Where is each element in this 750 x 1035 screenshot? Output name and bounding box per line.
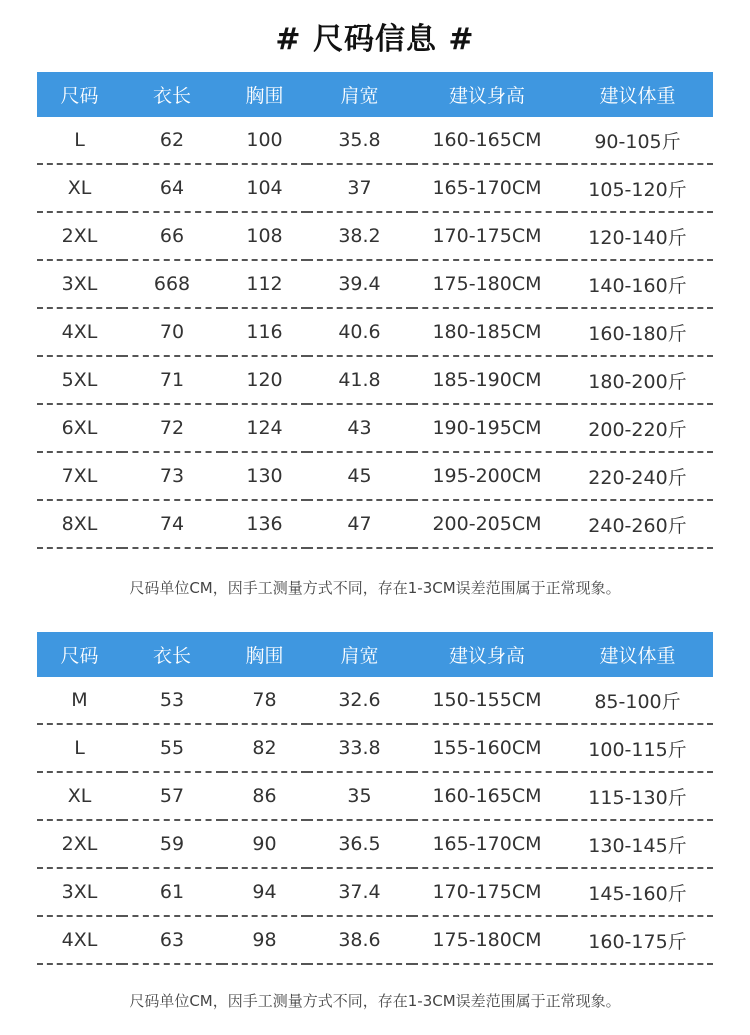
header-height: 建议身高 — [412, 72, 562, 117]
cell-length: 61 — [122, 868, 222, 916]
table-row — [37, 260, 713, 308]
table-row — [37, 356, 713, 404]
cell-chest: 82 — [222, 724, 307, 772]
cell-weight: 145-160斤 — [562, 868, 713, 916]
cell-shoulder: 45 — [307, 452, 412, 500]
cell-weight: 105-120斤 — [562, 164, 713, 212]
header-chest: 胸围 — [222, 72, 307, 117]
cell-chest: 94 — [222, 868, 307, 916]
cell-shoulder: 36.5 — [307, 820, 412, 868]
cell-shoulder: 47 — [307, 500, 412, 548]
size-note-1: 尺码单位CM，因手工测量方式不同，存在1-3CM误差范围属于正常现象。 — [129, 579, 621, 597]
cell-size: L — [37, 724, 122, 772]
cell-chest: 116 — [222, 308, 307, 356]
cell-length: 55 — [122, 724, 222, 772]
header-length: 衣长 — [122, 72, 222, 117]
cell-chest: 112 — [222, 260, 307, 308]
cell-weight: 85-100斤 — [562, 677, 713, 724]
table-row — [37, 500, 713, 548]
cell-length: 59 — [122, 820, 222, 868]
cell-chest: 78 — [222, 677, 307, 724]
cell-shoulder: 32.6 — [307, 677, 412, 724]
cell-shoulder: 37 — [307, 164, 412, 212]
table-row — [37, 677, 713, 724]
cell-size: 7XL — [37, 452, 122, 500]
cell-height: 165-170CM — [412, 820, 562, 868]
cell-size: 4XL — [37, 916, 122, 964]
cell-height: 180-185CM — [412, 308, 562, 356]
cell-weight: 220-240斤 — [562, 452, 713, 500]
cell-weight: 200-220斤 — [562, 404, 713, 452]
cell-shoulder: 40.6 — [307, 308, 412, 356]
cell-height: 165-170CM — [412, 164, 562, 212]
cell-shoulder: 38.6 — [307, 916, 412, 964]
cell-chest: 130 — [222, 452, 307, 500]
cell-height: 170-175CM — [412, 868, 562, 916]
size-table-2 — [37, 632, 713, 965]
cell-weight: 160-180斤 — [562, 308, 713, 356]
cell-height: 195-200CM — [412, 452, 562, 500]
cell-weight: 90-105斤 — [562, 117, 713, 164]
cell-height: 200-205CM — [412, 500, 562, 548]
header-shoulder: 肩宽 — [307, 632, 412, 677]
table-row — [37, 212, 713, 260]
cell-height: 190-195CM — [412, 404, 562, 452]
cell-shoulder: 37.4 — [307, 868, 412, 916]
cell-size: 3XL — [37, 260, 122, 308]
cell-chest: 90 — [222, 820, 307, 868]
cell-length: 70 — [122, 308, 222, 356]
cell-height: 185-190CM — [412, 356, 562, 404]
table-row — [37, 868, 713, 916]
header-size: 尺码 — [37, 632, 122, 677]
cell-length: 64 — [122, 164, 222, 212]
page-title: # 尺码信息 # — [275, 22, 475, 57]
cell-weight: 180-200斤 — [562, 356, 713, 404]
cell-size: 6XL — [37, 404, 122, 452]
cell-size: M — [37, 677, 122, 724]
cell-chest: 86 — [222, 772, 307, 820]
cell-weight: 240-260斤 — [562, 500, 713, 548]
header-shoulder: 肩宽 — [307, 72, 412, 117]
cell-size: 2XL — [37, 212, 122, 260]
cell-weight: 160-175斤 — [562, 916, 713, 964]
cell-chest: 100 — [222, 117, 307, 164]
cell-length: 71 — [122, 356, 222, 404]
cell-weight: 120-140斤 — [562, 212, 713, 260]
cell-shoulder: 35 — [307, 772, 412, 820]
header-weight: 建议体重 — [562, 72, 713, 117]
cell-shoulder: 41.8 — [307, 356, 412, 404]
header-length: 衣长 — [122, 632, 222, 677]
size-note-2: 尺码单位CM，因手工测量方式不同，存在1-3CM误差范围属于正常现象。 — [129, 992, 621, 1010]
cell-height: 170-175CM — [412, 212, 562, 260]
cell-weight: 130-145斤 — [562, 820, 713, 868]
table-body-1 — [37, 117, 713, 548]
cell-shoulder: 43 — [307, 404, 412, 452]
header-chest: 胸围 — [222, 632, 307, 677]
table-row — [37, 164, 713, 212]
cell-size: 8XL — [37, 500, 122, 548]
cell-shoulder: 39.4 — [307, 260, 412, 308]
header-weight: 建议体重 — [562, 632, 713, 677]
cell-length: 668 — [122, 260, 222, 308]
cell-length: 57 — [122, 772, 222, 820]
cell-height: 150-155CM — [412, 677, 562, 724]
cell-length: 72 — [122, 404, 222, 452]
table-row — [37, 820, 713, 868]
cell-chest: 108 — [222, 212, 307, 260]
cell-shoulder: 35.8 — [307, 117, 412, 164]
cell-shoulder: 33.8 — [307, 724, 412, 772]
header-height: 建议身高 — [412, 632, 562, 677]
cell-length: 73 — [122, 452, 222, 500]
cell-length: 63 — [122, 916, 222, 964]
table-row — [37, 724, 713, 772]
table-row — [37, 117, 713, 164]
table-header-row — [37, 72, 713, 117]
cell-chest: 136 — [222, 500, 307, 548]
cell-size: 4XL — [37, 308, 122, 356]
cell-chest: 98 — [222, 916, 307, 964]
table-row — [37, 404, 713, 452]
cell-height: 175-180CM — [412, 260, 562, 308]
cell-height: 160-165CM — [412, 117, 562, 164]
cell-size: 2XL — [37, 820, 122, 868]
table-header-row — [37, 632, 713, 677]
cell-length: 74 — [122, 500, 222, 548]
cell-height: 175-180CM — [412, 916, 562, 964]
cell-weight: 115-130斤 — [562, 772, 713, 820]
table-row — [37, 308, 713, 356]
cell-height: 160-165CM — [412, 772, 562, 820]
cell-length: 53 — [122, 677, 222, 724]
cell-size: L — [37, 117, 122, 164]
table-row — [37, 916, 713, 964]
cell-chest: 120 — [222, 356, 307, 404]
cell-shoulder: 38.2 — [307, 212, 412, 260]
cell-size: XL — [37, 772, 122, 820]
cell-weight: 100-115斤 — [562, 724, 713, 772]
cell-length: 66 — [122, 212, 222, 260]
cell-length: 62 — [122, 117, 222, 164]
cell-size: 5XL — [37, 356, 122, 404]
cell-size: 3XL — [37, 868, 122, 916]
table-body-2 — [37, 677, 713, 964]
size-table-1 — [37, 72, 713, 549]
cell-chest: 124 — [222, 404, 307, 452]
table-row — [37, 772, 713, 820]
cell-height: 155-160CM — [412, 724, 562, 772]
cell-weight: 140-160斤 — [562, 260, 713, 308]
cell-chest: 104 — [222, 164, 307, 212]
header-size: 尺码 — [37, 72, 122, 117]
table-row — [37, 452, 713, 500]
cell-size: XL — [37, 164, 122, 212]
